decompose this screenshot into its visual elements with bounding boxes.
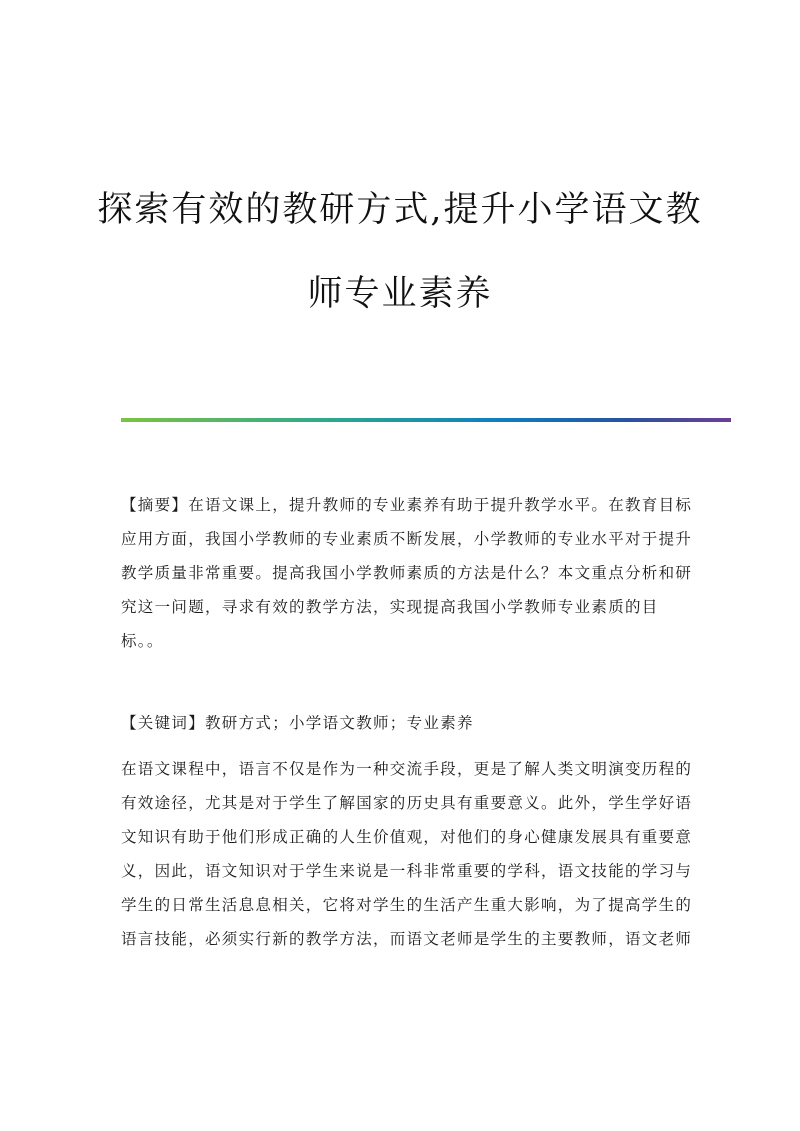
abstract-line: 标。。 bbox=[121, 632, 164, 650]
intro-line: 语言技能，必须实行新的教学方法，而语文老师是学生的主要教师，语文老师 bbox=[121, 930, 693, 948]
document-title-line-2: 师专业素养 bbox=[307, 274, 493, 314]
title-divider-rule bbox=[121, 418, 731, 422]
abstract-line: 究这一问题，寻求有效的教学方法，实现提高我国小学教师专业素质的目 bbox=[121, 598, 659, 616]
intro-line: 学生的日常生活息息相关，它将对学生的生活产生重大影响，为了提高学生的 bbox=[121, 896, 693, 914]
abstract-line: 【摘要】在语文课上，提升教师的专业素养有助于提升教学水平。在教育目标 bbox=[121, 496, 693, 514]
abstract-line: 教学质量非常重要。提高我国小学教师素质的方法是什么？本文重点分析和研 bbox=[121, 564, 693, 582]
intro-paragraph bbox=[121, 752, 693, 956]
intro-line: 有效途径，尤其是对于学生了解国家的历史具有重要意义。此外，学生学好语 bbox=[121, 794, 693, 812]
keywords-line: 【关键词】教研方式；小学语文教师；专业素养 bbox=[121, 714, 474, 732]
abstract-paragraph bbox=[121, 488, 693, 658]
abstract-line: 应用方面，我国小学教师的专业素质不断发展，小学教师的专业水平对于提升 bbox=[121, 530, 693, 548]
intro-line: 文知识有助于他们形成正确的人生价值观，对他们的身心健康发展具有重要意 bbox=[121, 828, 693, 846]
document-title-line-1: 探索有效的教研方式,提升小学语文教 bbox=[97, 190, 703, 230]
intro-line: 义，因此，语文知识对于学生来说是一科非常重要的学科，语文技能的学习与 bbox=[121, 862, 693, 880]
keywords-paragraph bbox=[121, 706, 681, 740]
intro-line: 在语文课程中，语言不仅是作为一种交流手段，更是了解人类文明演变历程的 bbox=[121, 760, 693, 778]
